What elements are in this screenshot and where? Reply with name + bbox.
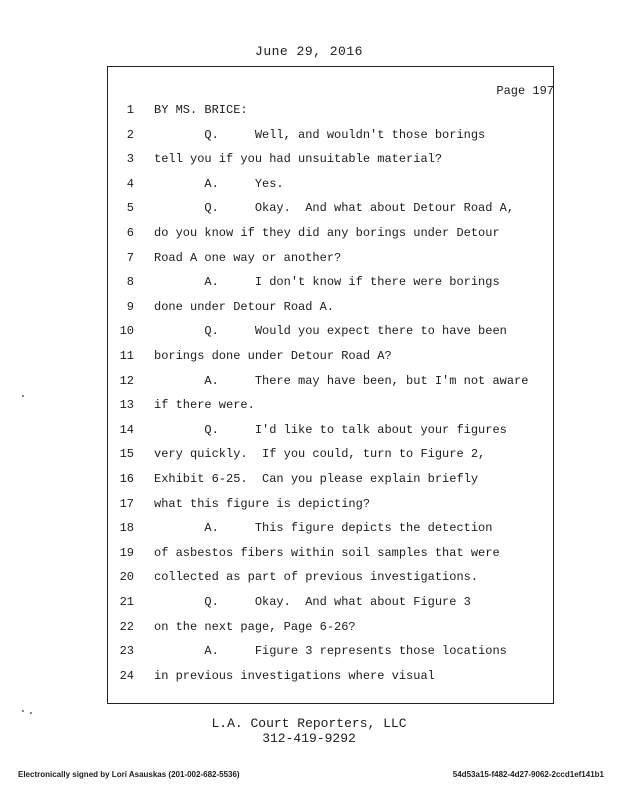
transcript-line: in previous investigations where visual [154, 669, 435, 683]
transcript-line: A. There may have been, but I'm not aware [154, 374, 529, 388]
electronic-signature-note: Electronically signed by Lori Asauskas (201-002-682-5536) [18, 770, 240, 779]
court-reporter-phone: 312-419-9292 [262, 731, 356, 746]
line-number: 6 [126, 226, 134, 240]
transcript-line: Q. I'd like to talk about your figures [154, 423, 507, 437]
transcript-line: collected as part of previous investigations. [154, 570, 479, 584]
line-number: 1 [126, 103, 134, 117]
line-number: 11 [119, 349, 134, 363]
line-number: 14 [119, 423, 134, 437]
line-number: 17 [119, 497, 134, 511]
line-number: 21 [119, 595, 134, 609]
transcript-line: A. This figure depicts the detection [154, 521, 493, 535]
document-id: 54d53a15-f482-4d27-9062-2ccd1ef141b1 [452, 770, 604, 779]
line-number: 12 [119, 374, 134, 388]
line-number: 15 [119, 447, 134, 461]
page-number: Page 197 [496, 84, 554, 98]
transcript-line: A. Yes. [154, 177, 284, 191]
line-number: 2 [126, 128, 134, 142]
line-number: 19 [119, 546, 134, 560]
line-number: 24 [119, 669, 134, 683]
line-number: 18 [119, 521, 134, 535]
transcript-line: Exhibit 6-25. Can you please explain briefly [154, 472, 479, 486]
line-number: 13 [119, 398, 134, 412]
line-number: 20 [119, 570, 134, 584]
scan-speck [22, 395, 24, 397]
transcript-line: Q. Would you expect there to have been [154, 324, 507, 338]
scan-speck [30, 712, 32, 714]
transcript-line: Q. Okay. And what about Figure 3 [154, 595, 471, 609]
line-number: 7 [126, 251, 134, 265]
transcript-line: of asbestos fibers within soil samples that were [154, 546, 500, 560]
transcript-line: do you know if they did any borings under Detour [154, 226, 500, 240]
line-number: 8 [126, 275, 134, 289]
line-number: 16 [119, 472, 134, 486]
transcript-line: if there were. [154, 398, 255, 412]
line-number: 3 [126, 152, 134, 166]
transcript-line: borings done under Detour Road A? [154, 349, 392, 363]
court-reporter-name: L.A. Court Reporters, LLC [211, 716, 407, 731]
transcript-date: June 29, 2016 [255, 44, 363, 59]
scan-speck [22, 710, 24, 712]
transcript-line: what this figure is depicting? [154, 497, 371, 511]
transcript-line: A. Figure 3 represents those locations [154, 644, 507, 658]
transcript-line: BY MS. BRICE: [154, 103, 248, 117]
line-number: 23 [119, 644, 134, 658]
line-number: 9 [126, 300, 134, 314]
line-number: 10 [119, 324, 134, 338]
transcript-line: A. I don't know if there were borings [154, 275, 500, 289]
transcript-line: done under Detour Road A. [154, 300, 335, 314]
transcript-line: Q. Well, and wouldn't those borings [154, 128, 486, 142]
transcript-line: very quickly. If you could, turn to Figure 2, [154, 447, 486, 461]
line-number: 5 [126, 201, 134, 215]
transcript-line: Q. Okay. And what about Detour Road A, [154, 201, 515, 215]
transcript-line: tell you if you had unsuitable material? [154, 152, 443, 166]
line-number: 22 [119, 620, 134, 634]
transcript-line: Road A one way or another? [154, 251, 342, 265]
transcript-line: on the next page, Page 6-26? [154, 620, 356, 634]
line-number: 4 [126, 177, 134, 191]
